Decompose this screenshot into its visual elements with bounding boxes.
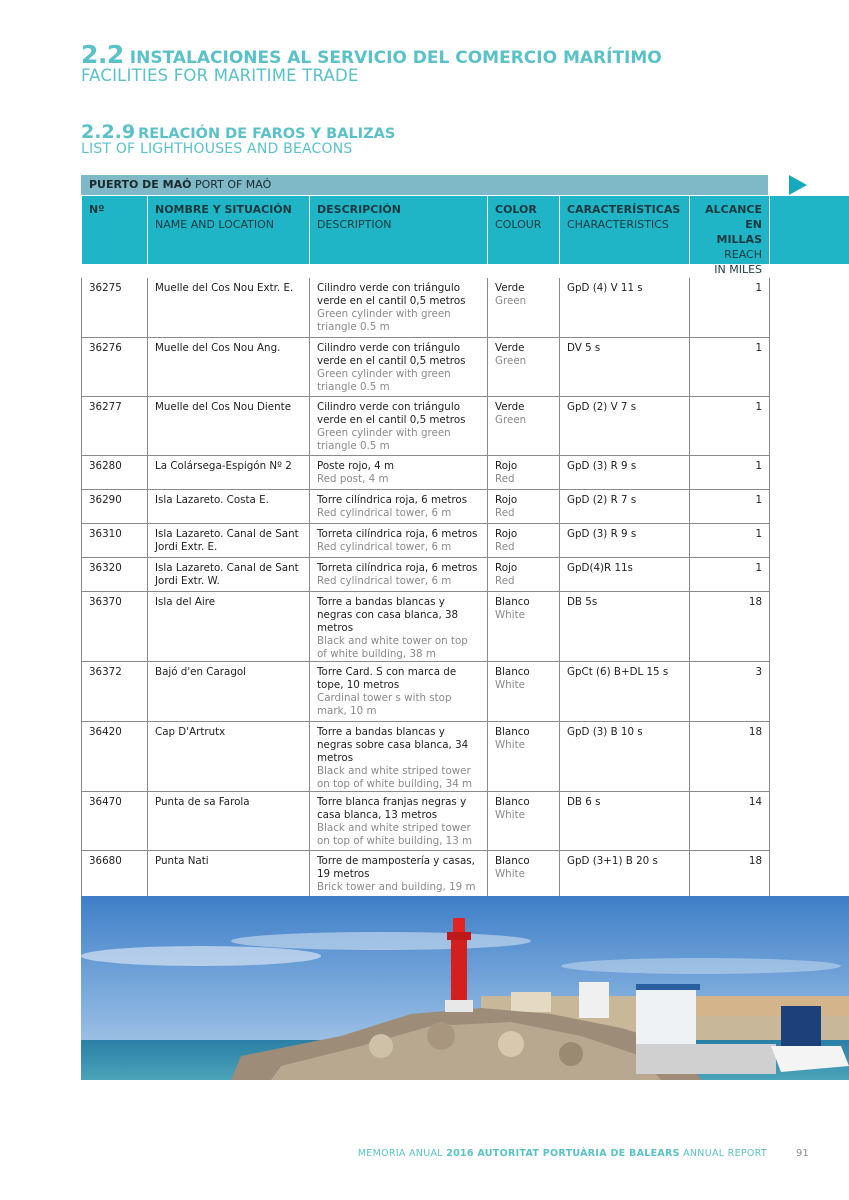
description-cell: Torre blanca franjas negras y casa blanca, 13 metros Black and white striped tower on top of white building, 13 m <box>310 792 488 851</box>
colour-cell: Verde Green <box>488 278 560 338</box>
no-cell: 36370 <box>82 592 148 662</box>
reach-cell: 1 <box>690 278 770 338</box>
description-cell: Torreta cilíndrica roja, 6 metros Red cylindrical tower, 6 m <box>310 524 488 558</box>
description-cell: Cilindro verde con triángulo verde en el cantil 0,5 metros Green cylinder with green triangle 0.5 m <box>310 278 488 338</box>
header-no: Nº <box>82 196 148 278</box>
colour-cell: Blanco White <box>488 722 560 792</box>
lighthouse-table <box>81 196 770 897</box>
reach-cell: 18 <box>690 722 770 792</box>
colour-cell: Rojo Red <box>488 456 560 490</box>
no-cell: 36280 <box>82 456 148 490</box>
table-row <box>82 456 770 490</box>
colour-cell: Blanco White <box>488 792 560 851</box>
description-cell: Torre Card. S con marca de tope, 10 metros Cardinal tower s with stop mark, 10 m <box>310 662 488 722</box>
no-cell: 36372 <box>82 662 148 722</box>
header-characteristics: CARACTERÍSTICAS CHARACTERISTICS <box>560 196 690 278</box>
arrow-right-icon <box>789 175 807 195</box>
footer: MEMORIA ANUAL 2016 AUTORITAT PORTUÀRIA DE BALEARS ANNUAL REPORT <box>357 1148 767 1159</box>
characteristics-cell: DB 6 s <box>560 792 690 851</box>
no-cell: 36310 <box>82 524 148 558</box>
table-row <box>82 338 770 397</box>
table-row <box>82 851 770 897</box>
port-bar <box>81 175 768 195</box>
name-cell: Punta de sa Farola <box>148 792 310 851</box>
table-row <box>82 278 770 338</box>
port-name-en: PORT OF MAÓ <box>194 178 272 191</box>
reach-cell: 14 <box>690 792 770 851</box>
characteristics-cell: GpD(4)R 11s <box>560 558 690 592</box>
table-row <box>82 722 770 792</box>
colour-cell: Blanco White <box>488 851 560 897</box>
name-cell: Muelle del Cos Nou Diente <box>148 397 310 456</box>
reach-cell: 1 <box>690 397 770 456</box>
description-cell: Torre cilíndrica roja, 6 metros Red cylindrical tower, 6 m <box>310 490 488 524</box>
no-cell: 36276 <box>82 338 148 397</box>
reach-cell: 3 <box>690 662 770 722</box>
name-cell: Muelle del Cos Nou Extr. E. <box>148 278 310 338</box>
name-cell: Isla Lazareto. Canal de Sant Jordi Extr. W. <box>148 558 310 592</box>
colour-cell: Blanco White <box>488 662 560 722</box>
header-colour: COLOR COLOUR <box>488 196 560 278</box>
harbour-lighthouse-photo <box>81 896 849 1080</box>
colour-cell: Rojo Red <box>488 524 560 558</box>
no-cell: 36290 <box>82 490 148 524</box>
characteristics-cell: DB 5s <box>560 592 690 662</box>
characteristics-cell: GpD (3) R 9 s <box>560 524 690 558</box>
no-cell: 36680 <box>82 851 148 897</box>
description-cell: Torre a bandas blancas y negras con casa blanca, 38 metros Black and white tower on top of white building, 38 m <box>310 592 488 662</box>
name-cell: Isla Lazareto. Canal de Sant Jordi Extr. E. <box>148 524 310 558</box>
name-cell: Isla Lazareto. Costa E. <box>148 490 310 524</box>
characteristics-cell: GpD (3) R 9 s <box>560 456 690 490</box>
name-cell: Isla del Aire <box>148 592 310 662</box>
page-number: 91 <box>796 1148 809 1159</box>
colour-cell: Rojo Red <box>488 558 560 592</box>
characteristics-cell: GpD (4) V 11 s <box>560 278 690 338</box>
no-cell: 36320 <box>82 558 148 592</box>
subsection-title-es: RELACIÓN DE FAROS Y BALIZAS <box>138 126 396 142</box>
section-number: 2.2 <box>81 40 124 69</box>
table-row <box>82 592 770 662</box>
no-cell: 36277 <box>82 397 148 456</box>
reach-cell: 1 <box>690 456 770 490</box>
name-cell: Muelle del Cos Nou Ang. <box>148 338 310 397</box>
reach-cell: 18 <box>690 592 770 662</box>
name-cell: Punta Nati <box>148 851 310 897</box>
name-cell: Cap D'Artrutx <box>148 722 310 792</box>
description-cell: Torreta cilíndrica roja, 6 metros Red cylindrical tower, 6 m <box>310 558 488 592</box>
subsection-number: 2.2.9 <box>81 121 136 143</box>
reach-cell: 1 <box>690 558 770 592</box>
no-cell: 36470 <box>82 792 148 851</box>
header-name: NOMBRE Y SITUACIÓN NAME AND LOCATION <box>148 196 310 278</box>
table-row <box>82 490 770 524</box>
table-row <box>82 662 770 722</box>
subsection-heading <box>81 121 395 157</box>
reach-cell: 1 <box>690 338 770 397</box>
description-cell: Cilindro verde con triángulo verde en el cantil 0,5 metros Green cylinder with green triangle 0.5 m <box>310 397 488 456</box>
description-cell: Cilindro verde con triángulo verde en el cantil 0,5 metros Green cylinder with green triangle 0.5 m <box>310 338 488 397</box>
no-cell: 36420 <box>82 722 148 792</box>
table-row <box>82 397 770 456</box>
port-name-es: PUERTO DE MAÓ <box>89 178 192 191</box>
reach-cell: 1 <box>690 490 770 524</box>
description-cell: Poste rojo, 4 m Red post, 4 m <box>310 456 488 490</box>
table-row <box>82 792 770 851</box>
no-cell: 36275 <box>82 278 148 338</box>
table-row <box>82 558 770 592</box>
name-cell: La Colársega-Espigón Nº 2 <box>148 456 310 490</box>
reach-cell: 1 <box>690 524 770 558</box>
header-description: DESCRIPCIÓN DESCRIPTION <box>310 196 488 278</box>
table-row <box>82 524 770 558</box>
characteristics-cell: GpCt (6) B+DL 15 s <box>560 662 690 722</box>
characteristics-cell: GpD (2) V 7 s <box>560 397 690 456</box>
colour-cell: Verde Green <box>488 338 560 397</box>
header-reach: ALCANCE EN MILLAS REACH IN MILES <box>690 196 770 278</box>
subsection-title-en: LIST OF LIGHTHOUSES AND BEACONS <box>81 141 353 157</box>
name-cell: Bajó d'en Caragol <box>148 662 310 722</box>
characteristics-cell: GpD (2) R 7 s <box>560 490 690 524</box>
characteristics-cell: DV 5 s <box>560 338 690 397</box>
characteristics-cell: GpD (3+1) B 20 s <box>560 851 690 897</box>
section-title-en: FACILITIES FOR MARITIME TRADE <box>81 66 359 85</box>
reach-cell: 18 <box>690 851 770 897</box>
colour-cell: Verde Green <box>488 397 560 456</box>
description-cell: Torre a bandas blancas y negras sobre casa blanca, 34 metros Black and white striped tower on top of white building, 34 m <box>310 722 488 792</box>
section-title-es: INSTALACIONES AL SERVICIO DEL COMERCIO MARÍTIMO <box>129 48 662 68</box>
description-cell: Torre de mampostería y casas, 19 metros Brick tower and building, 19 m <box>310 851 488 897</box>
characteristics-cell: GpD (3) B 10 s <box>560 722 690 792</box>
section-heading <box>81 40 662 85</box>
colour-cell: Rojo Red <box>488 490 560 524</box>
table-header-row <box>82 196 770 278</box>
colour-cell: Blanco White <box>488 592 560 662</box>
